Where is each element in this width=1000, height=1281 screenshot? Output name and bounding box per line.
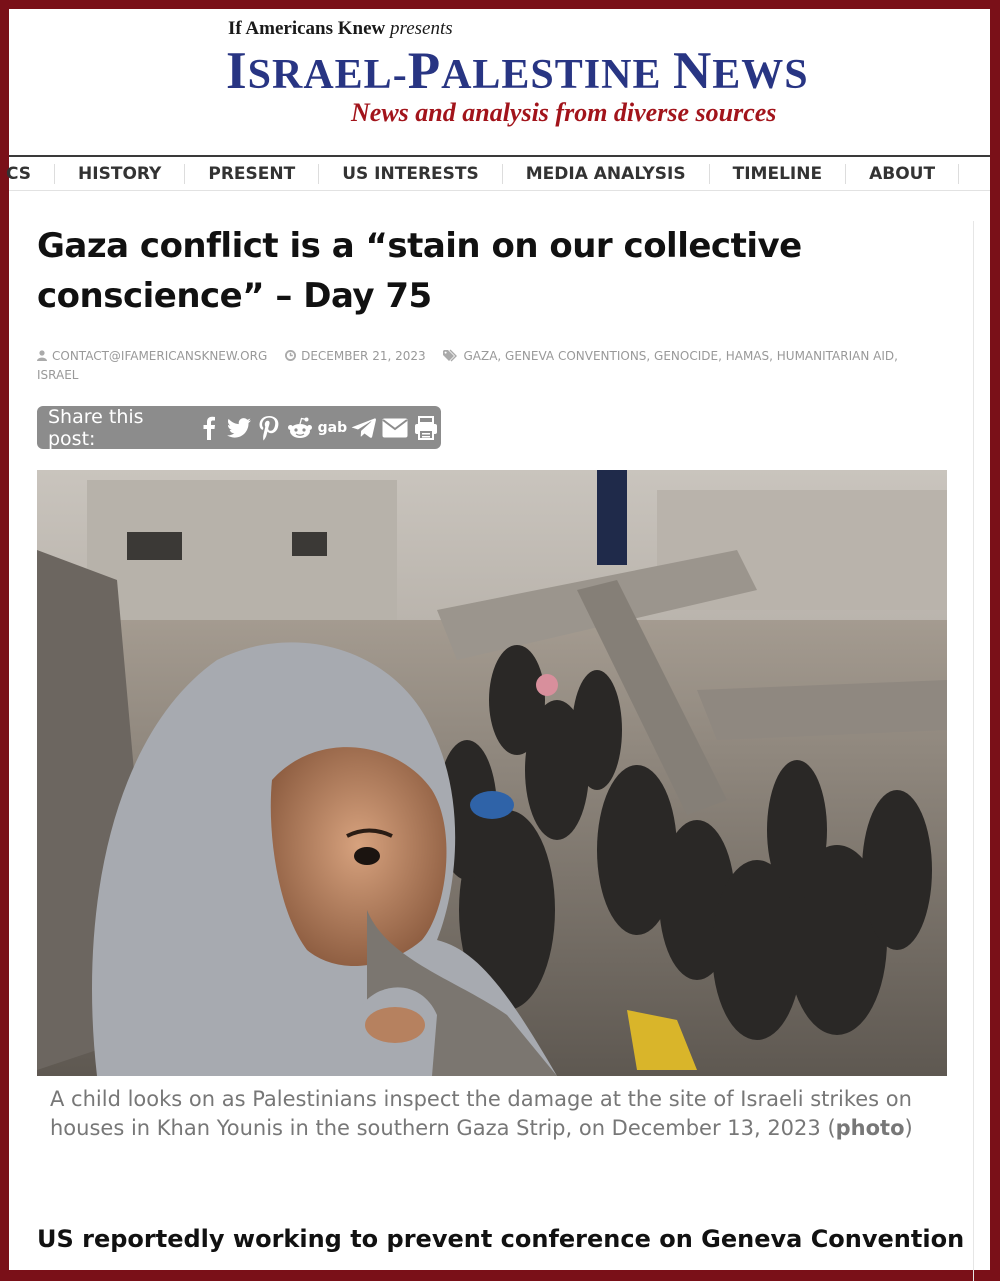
reddit-icon[interactable]: [287, 415, 313, 441]
nav-item-about[interactable]: ABOUT: [846, 164, 959, 184]
presents-word: presents: [390, 18, 453, 39]
nav-item-cs[interactable]: CS: [0, 164, 55, 184]
caption-close: ): [904, 1116, 913, 1140]
article-subheading: US reportedly working to prevent conference on Geneva Convention: [37, 1225, 965, 1253]
tags-icon: [443, 350, 458, 361]
photo-credit-link[interactable]: photo: [835, 1116, 905, 1140]
main-nav: [6, 155, 990, 191]
nav-item-media-analysis[interactable]: MEDIA ANALYSIS: [503, 164, 710, 184]
twitter-icon[interactable]: [227, 415, 251, 441]
share-label: Share this post:: [48, 405, 144, 450]
share-bar: [37, 406, 441, 449]
author-link[interactable]: CONTACT@IFAMERICANSKNEW.ORG: [52, 349, 268, 363]
title-initial: I: [226, 42, 248, 100]
nav-item-us-interests[interactable]: US INTERESTS: [319, 164, 503, 184]
article-title: Gaza conflict is a “stain on our collective conscience” – Day 75: [37, 226, 802, 316]
article-meta: [37, 347, 937, 385]
caption-text: A child looks on as Palestinians inspect the damage at the site of Israeli strikes on houses in Khan Younis in the southern Gaza Strip, on December 13, 2023 (: [50, 1087, 912, 1140]
nav-item-present[interactable]: PRESENT: [185, 164, 319, 184]
title-initial: P: [407, 42, 442, 100]
site-masthead[interactable]: [9, 9, 990, 156]
site-title[interactable]: [226, 41, 809, 101]
title-part: SRAEL-: [247, 52, 408, 98]
title-initial: N: [672, 42, 713, 100]
publish-date: DECEMBER 21, 2023: [301, 349, 426, 363]
facebook-icon[interactable]: [196, 415, 220, 441]
nav-item-history[interactable]: HISTORY: [55, 164, 185, 184]
article-photo: [37, 470, 947, 1076]
pinterest-icon[interactable]: [257, 415, 281, 441]
presents-brand: If Americans Knew: [228, 18, 386, 39]
page-frame: [6, 9, 990, 1270]
sidebar-divider: [973, 221, 974, 1281]
email-icon[interactable]: [382, 415, 408, 441]
telegram-icon[interactable]: [351, 415, 375, 441]
presents-line: [228, 18, 453, 40]
title-part: ALESTINE: [441, 52, 673, 98]
nav-item-timeline[interactable]: TIMELINE: [710, 164, 846, 184]
user-icon: [37, 350, 47, 361]
gab-label: gab: [317, 419, 348, 436]
photo-caption: [50, 1085, 930, 1143]
article-tags[interactable]: GAZA, GENEVA CONVENTIONS, GENOCIDE, HAMAS, HUMANITARIAN AID, ISRAEL: [37, 349, 898, 382]
clock-icon: [285, 350, 296, 361]
gab-icon[interactable]: [317, 415, 348, 441]
title-part: EWS: [712, 52, 809, 98]
print-icon[interactable]: [414, 415, 438, 441]
site-tagline: News and analysis from diverse sources: [351, 98, 777, 127]
